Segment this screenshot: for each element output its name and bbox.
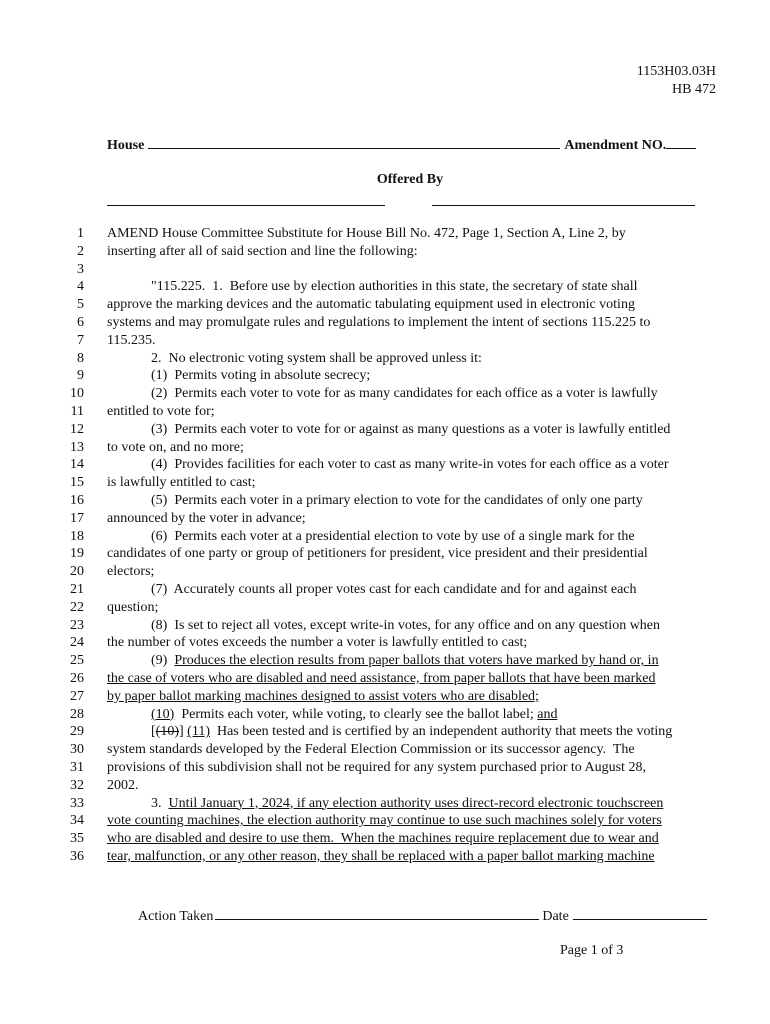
line-number: 36 xyxy=(70,848,84,864)
line-text xyxy=(107,599,158,617)
line-number: 13 xyxy=(70,439,84,455)
inserted-text: vote counting machines, the election authority may continue to use such machines solely for voters xyxy=(107,813,662,829)
line-text xyxy=(151,456,669,474)
text-segment: (7) Accurately counts all proper votes cast for each candidate and for and against each xyxy=(151,581,637,597)
line-number: 34 xyxy=(70,813,84,829)
text-line xyxy=(0,261,770,279)
line-number: 20 xyxy=(70,564,84,580)
line-number: 18 xyxy=(70,528,84,544)
text-segment: announced by the voter in advance; xyxy=(107,510,306,526)
text-line xyxy=(0,599,770,617)
text-segment: (3) Permits each voter to vote for or against as many questions as a voter is lawfully entitled xyxy=(151,421,671,437)
text-line xyxy=(0,830,770,848)
inserted-text: (10) xyxy=(151,706,175,722)
house-blank-line xyxy=(148,136,560,149)
bill-number: HB 472 xyxy=(672,82,716,97)
line-text xyxy=(107,777,139,795)
text-segment: (4) Provides facilities for each voter to cast as many write-in votes for each office as a voter xyxy=(151,457,669,473)
cosponsor-signature-line xyxy=(432,205,695,206)
text-line xyxy=(0,581,770,599)
line-number: 9 xyxy=(77,368,84,384)
line-number: 19 xyxy=(70,546,84,562)
amendment-text-body xyxy=(0,225,770,866)
line-number: 8 xyxy=(77,350,84,366)
line-text xyxy=(151,385,658,403)
line-number: 11 xyxy=(70,403,84,419)
text-segment: "115.225. 1. Before use by election authorities in this state, the secretary of state shall xyxy=(151,279,638,295)
page-number: Page 1 of 3 xyxy=(560,943,624,958)
text-line xyxy=(0,688,770,706)
line-number: 12 xyxy=(70,421,84,437)
line-number: 30 xyxy=(70,742,84,758)
line-text xyxy=(107,812,662,830)
line-number: 2 xyxy=(77,243,84,259)
line-number: 5 xyxy=(77,297,84,313)
text-line xyxy=(0,243,770,261)
text-line xyxy=(0,225,770,243)
action-row xyxy=(138,907,707,925)
line-text xyxy=(151,278,638,296)
line-number: 23 xyxy=(70,617,84,633)
line-number: 22 xyxy=(70,599,84,615)
line-number: 24 xyxy=(70,635,84,651)
line-text xyxy=(107,225,626,243)
text-segment: the number of votes exceeds the number a voter is lawfully entitled to cast; xyxy=(107,635,528,651)
line-number: 10 xyxy=(70,386,84,402)
line-number: 16 xyxy=(70,492,84,508)
text-segment: Permits each voter, while voting, to clearly see the ballot label; xyxy=(174,706,538,722)
action-taken-label: Action Taken xyxy=(138,909,214,924)
text-line xyxy=(0,777,770,795)
text-line xyxy=(0,296,770,314)
line-number: 28 xyxy=(70,706,84,722)
line-number: 27 xyxy=(70,688,84,704)
text-line xyxy=(0,848,770,866)
text-segment: candidates of one party or group of petitioners for president, vice president and their presidential xyxy=(107,546,648,562)
text-line xyxy=(0,492,770,510)
line-text xyxy=(151,617,660,635)
line-number: 4 xyxy=(77,279,84,295)
text-line xyxy=(0,314,770,332)
line-number: 31 xyxy=(70,759,84,775)
text-line xyxy=(0,385,770,403)
text-segment: 3. xyxy=(151,795,169,811)
line-number: 6 xyxy=(77,314,84,330)
line-text xyxy=(151,492,643,510)
line-text xyxy=(151,528,635,546)
text-segment: (6) Permits each voter at a presidential election to vote by use of a single mark for the xyxy=(151,528,635,544)
text-line xyxy=(0,812,770,830)
text-segment: to vote on, and no more; xyxy=(107,439,244,455)
text-segment: (5) Permits each voter in a primary election to vote for the candidates of only one party xyxy=(151,492,643,508)
text-line xyxy=(0,706,770,724)
line-text xyxy=(151,795,663,813)
text-line xyxy=(0,367,770,385)
text-line xyxy=(0,439,770,457)
line-text xyxy=(107,563,154,581)
bill-code: 1153H03.03H xyxy=(636,64,716,79)
amendment-label: Amendment NO. xyxy=(564,138,667,153)
text-segment: is lawfully entitled to cast; xyxy=(107,475,256,491)
line-text xyxy=(151,723,672,741)
inserted-text: tear, malfunction, or any other reason, they shall be replaced with a paper ballot marking machine xyxy=(107,848,655,864)
text-segment: question; xyxy=(107,599,159,615)
inserted-text: and xyxy=(537,706,558,722)
line-number: 33 xyxy=(70,795,84,811)
text-line xyxy=(0,759,770,777)
text-segment: (9) xyxy=(151,653,175,669)
line-number: 32 xyxy=(70,777,84,793)
text-segment: approve the marking devices and the automatic tabulating equipment used in electronic voting xyxy=(107,297,635,313)
line-text xyxy=(107,474,256,492)
text-line xyxy=(0,652,770,670)
text-line xyxy=(0,670,770,688)
offered-by-label: Offered By xyxy=(376,172,444,187)
text-segment: 115.235. xyxy=(107,332,156,348)
text-segment: system standards developed by the Federal Election Commission or its successor agency. The xyxy=(107,742,635,758)
text-segment: provisions of this subdivision shall not be required for any system purchased prior to August 28, xyxy=(107,759,646,775)
text-segment: Has been tested and is certified by an independent authority that meets the voting xyxy=(209,724,673,740)
inserted-text: the case of voters who are disabled and need assistance, from paper ballots that have been marked xyxy=(107,670,656,686)
text-line xyxy=(0,403,770,421)
line-text xyxy=(107,296,635,314)
text-line xyxy=(0,332,770,350)
text-line xyxy=(0,528,770,546)
line-number: 35 xyxy=(70,831,84,847)
line-number: 25 xyxy=(70,653,84,669)
line-number: 17 xyxy=(70,510,84,526)
text-segment: systems and may promulgate rules and regulations to implement the intent of sections 115.225 to xyxy=(107,314,651,330)
text-line xyxy=(0,617,770,635)
text-segment: (2) Permits each voter to vote for as many candidates for each office as a voter is lawfully xyxy=(151,386,658,402)
sponsor-signature-line xyxy=(107,205,385,206)
line-text xyxy=(151,581,637,599)
text-line xyxy=(0,456,770,474)
text-segment: inserting after all of said section and line the following: xyxy=(107,243,418,259)
text-segment: (8) Is set to reject all votes, except write-in votes, for any office and on any question when xyxy=(151,617,661,633)
line-number: 15 xyxy=(70,475,84,491)
text-segment: (1) Permits voting in absolute secrecy; xyxy=(151,368,371,384)
text-line xyxy=(0,723,770,741)
text-line xyxy=(0,278,770,296)
line-text xyxy=(107,670,656,688)
text-segment: 2. No electronic voting system shall be approved unless it: xyxy=(151,350,482,366)
line-text xyxy=(107,314,650,332)
line-number: 21 xyxy=(70,581,84,597)
inserted-text: (11) xyxy=(187,724,210,740)
line-text xyxy=(151,706,558,724)
house-amendment-row xyxy=(107,136,717,154)
line-text xyxy=(107,848,655,866)
line-text xyxy=(107,332,155,350)
line-text xyxy=(107,741,635,759)
inserted-text: who are disabled and desire to use them. When the machines require replacement due to wear and xyxy=(107,831,659,847)
inserted-text: Until January 1, 2024, if any election authority uses direct-record electronic touchscreen xyxy=(168,795,664,811)
line-number: 26 xyxy=(70,670,84,686)
inserted-text: Produces the election results from paper ballots that voters have marked by hand or, in xyxy=(174,653,659,669)
house-label: House xyxy=(107,138,145,153)
text-line xyxy=(0,421,770,439)
line-number: 14 xyxy=(70,457,84,473)
text-line xyxy=(0,634,770,652)
date-blank xyxy=(573,907,707,920)
text-segment: [ xyxy=(151,724,156,740)
amendment-number-blank xyxy=(666,136,696,149)
line-text xyxy=(107,439,244,457)
line-text xyxy=(107,759,646,777)
line-text xyxy=(107,403,215,421)
line-text xyxy=(151,367,370,385)
line-text xyxy=(151,421,670,439)
line-number: 1 xyxy=(77,226,84,241)
date-label: Date xyxy=(542,909,569,924)
text-line xyxy=(0,510,770,528)
line-number: 29 xyxy=(70,724,84,740)
text-segment: entitled to vote for; xyxy=(107,403,215,419)
struck-text: (10) xyxy=(155,724,179,740)
text-line xyxy=(0,350,770,368)
line-text xyxy=(107,634,527,652)
text-line xyxy=(0,474,770,492)
line-text xyxy=(107,545,648,563)
line-text xyxy=(151,652,659,670)
text-segment: electors; xyxy=(107,564,155,580)
line-text xyxy=(107,830,659,848)
line-number: 7 xyxy=(77,332,84,348)
text-line xyxy=(0,563,770,581)
text-segment: 2002. xyxy=(107,777,139,793)
text-segment: ] xyxy=(179,724,188,740)
line-text xyxy=(151,350,482,368)
inserted-text: by paper ballot marking machines designed to assist voters who are disabled; xyxy=(107,688,539,704)
line-text xyxy=(107,243,418,261)
line-text xyxy=(107,510,306,528)
text-segment: AMEND House Committee Substitute for House Bill No. 472, Page 1, Section A, Line 2, by xyxy=(107,226,626,241)
line-number: 3 xyxy=(77,261,84,277)
text-line xyxy=(0,545,770,563)
text-line xyxy=(0,795,770,813)
text-line xyxy=(0,741,770,759)
line-text xyxy=(107,688,539,706)
action-taken-blank xyxy=(215,907,539,920)
